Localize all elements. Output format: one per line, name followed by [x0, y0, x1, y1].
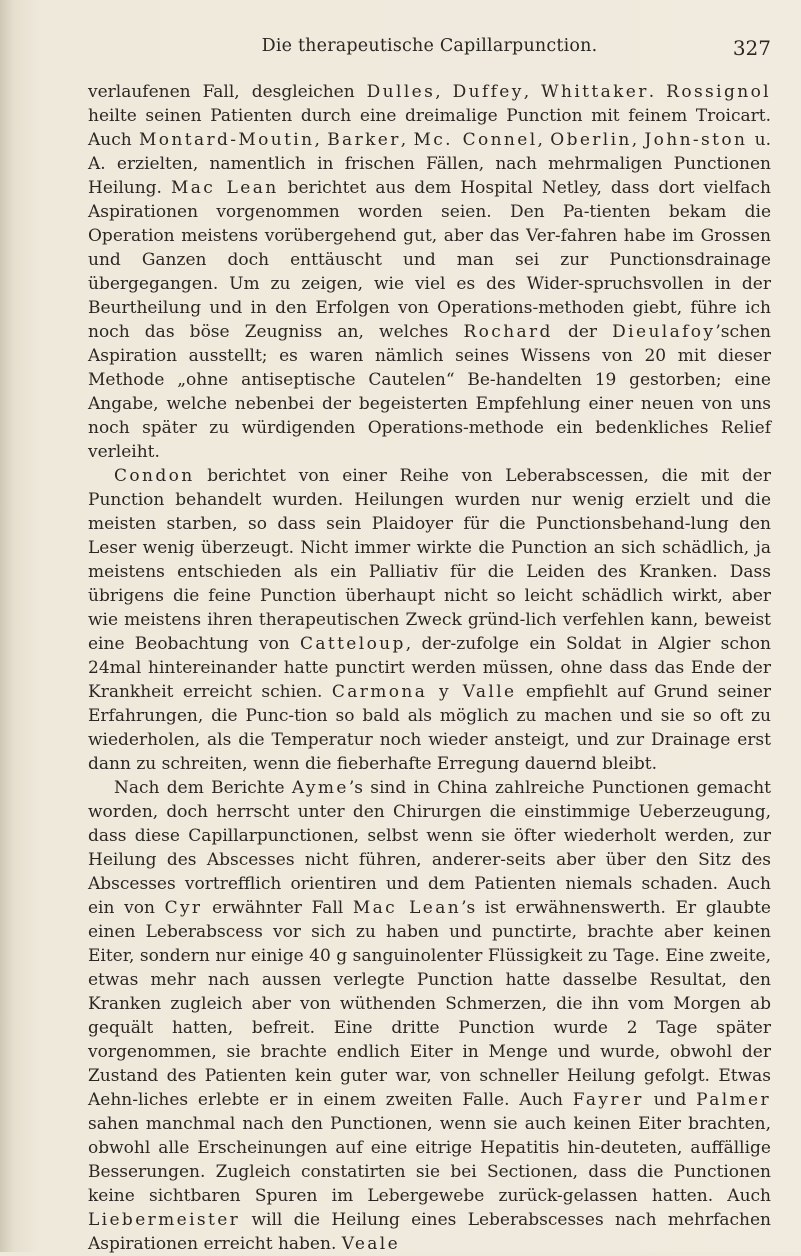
text-run: verlaufenen Fall, desgleichen	[88, 82, 367, 102]
author-name: Fayrer	[572, 1090, 644, 1110]
text-run: will die Heilung eines Leberabscesses nach mehrfachen Aspirationen erreicht haben.	[88, 1210, 771, 1254]
text-run: , der-zufolge ein Soldat in Algier schon 24mal hintereinander hatte punctirt werden müssen, ohne dass das Ende der Krankheit erreicht schien.	[88, 634, 771, 702]
author-name: Dieulafoy	[612, 322, 716, 342]
paragraph-3	[88, 776, 771, 1256]
author-name: Montard-Moutin	[139, 130, 315, 150]
author-name: Cyr	[164, 898, 203, 918]
author-name: Mc. Connel	[413, 130, 538, 150]
text-run: erwähnter Fall	[202, 898, 353, 918]
paragraph-2	[88, 464, 771, 776]
text-run: u. A. erzielten, namentlich in frischen Fällen, nach mehrmaligen Punctionen Heilung.	[88, 130, 771, 198]
author-name: Carmona y Valle	[331, 682, 517, 702]
author-name: Mac Lean	[352, 898, 462, 918]
text-run: und	[643, 1090, 697, 1110]
page-number: 327	[732, 36, 771, 60]
paragraph-1	[88, 80, 771, 464]
text-run: empfiehlt auf Grund seiner Erfahrungen, die Punc-tion so bald als möglich zu machen und sie so oft zu wiederholen, als die Temperatur noch wieder ansteigt, und zur Drainage erst dann zu schreiten, wenn die fieberhafte Erregung dauernd bleibt.	[88, 682, 772, 774]
author-name: Veale	[341, 1234, 401, 1254]
author-name: Whittaker	[541, 82, 649, 102]
text-run: ,	[400, 130, 414, 150]
text-run: ,	[314, 130, 328, 150]
author-name: Rochard	[463, 322, 553, 342]
text-run: berichtet aus dem Hospital Netley, dass dort vielfach Aspirationen vorgenommen worden seien. Den Pa-tienten bekam die Operation meistens vorübergehend gut, aber das Ver-fahren habe im Grossen und Ganzen doch enttäuscht und man sei zur Punctionsdrainage übergegangen. Um zu zeigen, wie viel es des Wider-spruchsvollen in der Beurtheilung und in den Erfolgen von Operations-methoden giebt, führe ich noch das böse Zeugniss an, welches	[88, 178, 771, 342]
text-run: heilte seinen Patienten durch eine dreimalige Punction mit feinem Troicart. Auch	[88, 106, 771, 150]
text-run: sahen manchmal nach den Punctionen, wenn sie auch keinen Eiter brachten, obwohl alle Erscheinungen auf eine eitrige Hepatitis hin-deuteten, auffällige Besserungen. Zugleich constatirten sie bei Sectionen, dass die Punctionen keine sichtbaren Spuren im Lebergewebe zurück-gelassen hatten. Auch	[88, 1114, 771, 1206]
author-name: Palmer	[696, 1090, 771, 1110]
author-name: Rossignol	[666, 82, 771, 102]
author-name: Catteloup	[299, 634, 406, 654]
text-run: ’s sind in China zahlreiche Punctionen gemacht worden, doch herrscht unter den Chirurgen die einstimmige Ueberzeugung, dass diese Capillarpunctionen, selbst wenn sie öfter wiederholt werden, zur Heilung des Abscesses nicht führen, anderer-seits aber über den Sitz des Abscesses vortrefflich orientiren und dem Patienten niemals schaden. Auch ein von	[88, 778, 772, 918]
author-name: Condon	[114, 466, 195, 486]
text-run: ,	[435, 82, 453, 102]
author-name: Oberlin	[550, 130, 632, 150]
page-header	[88, 36, 771, 60]
text-run: ,	[537, 130, 551, 150]
running-title: Die therapeutische Capillarpunction.	[261, 36, 598, 56]
text-run: berichtet von einer Reihe von Leberabscessen, die mit der Punction behandelt wurden. Heilungen wurden nur wenig erzielt und die meisten starben, so dass sein Plaidoyer für die Punctionsbehand-lung den Leser wenig überzeugt. Nicht immer wirkte die Punction an sich schädlich, ja meistens entschieden als ein Palliativ für die Leiden des Kranken. Dass übrigens die feine Punction überhaupt nicht so leicht schädlich wirkt, aber wie meistens ihren therapeutischen Zweck gründ-lich verfehlen kann, beweist eine Beobachtung von	[88, 466, 771, 654]
author-name: Barker	[327, 130, 401, 150]
text-run: ’schen Aspiration ausstellt; es waren nämlich seines Wissens von 20 mit dieser Methode „ohne antiseptische Cautelen“ Be-handelten 19 gestorben; eine Angabe, welche nebenbei der begeisterten Empfehlung einer neuen von uns noch später zu würdigenden Operations-methode ein bedenkliches Relief verleiht.	[88, 322, 771, 462]
author-name: Mac Lean	[171, 178, 279, 198]
text-run: ’s ist erwähnenswerth. Er glaubte einen Leberabscess vor sich zu haben und punctirte, brachte aber keinen Eiter, sondern nur einige 40 g sanguinolenter Flüssigkeit zu Tage. Eine zweite, etwas mehr nach aussen verlegte Punction hatte dasselbe Resultat, den Kranken zugleich aber von wüthenden Schmerzen, die ihn vom Morgen ab gequält hatten, befreit. Eine dritte Punction wurde 2 Tage später vorgenommen, sie brachte endlich Eiter in Menge und wurde, obwohl der Zustand des Patienten kein guter war, von schneller Heilung gefolgt. Etwas Aehn-liches erlebte er in einem zweiten Falle. Auch	[88, 898, 771, 1110]
text-run: ,	[523, 82, 542, 102]
text-run: Nach dem Berichte	[114, 778, 292, 798]
text-run: .	[648, 82, 667, 102]
text-run: ,	[631, 130, 645, 150]
author-name: Dulles	[366, 82, 436, 102]
author-name: Liebermeister	[88, 1210, 241, 1230]
author-name: Ayme	[291, 778, 349, 798]
author-name: John-ston	[644, 130, 748, 150]
author-name: Duffey	[452, 82, 524, 102]
body-text	[88, 80, 771, 1256]
text-run: der	[552, 322, 613, 342]
